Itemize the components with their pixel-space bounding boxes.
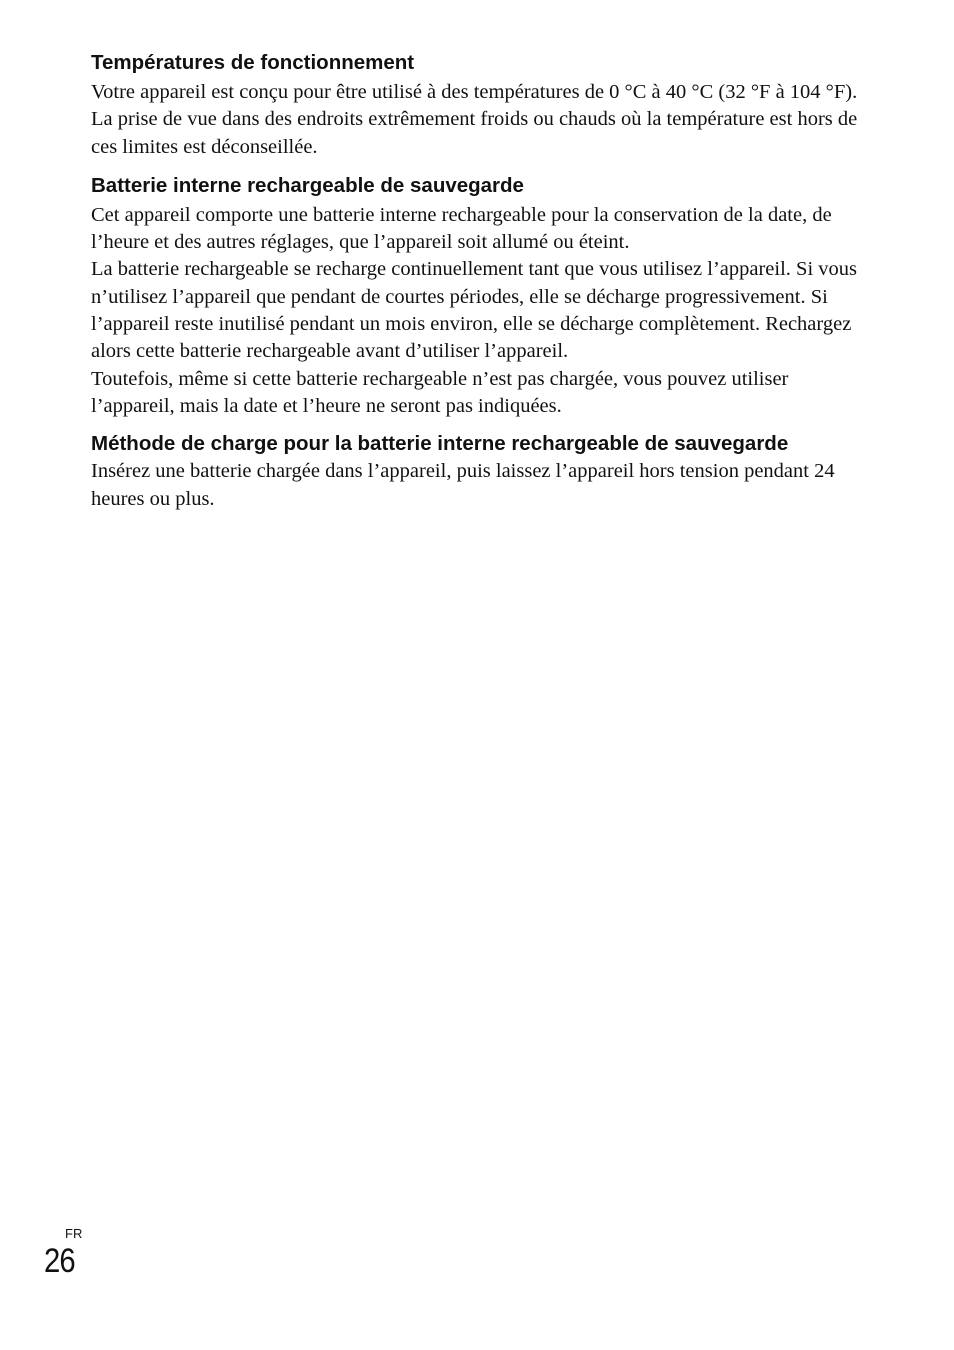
paragraph: Votre appareil est conçu pour être utilisé à des températures de 0 °C à 40 °C (32 °F à 104 °F). La prise de vue dans des endroits extrêmement froids ou chauds où la température est hors de ces limites est déconseillée. bbox=[91, 81, 858, 158]
section-operating-temperatures bbox=[91, 49, 861, 161]
page-number: 26 bbox=[44, 1242, 75, 1280]
paragraph: Toutefois, même si cette batterie rechargeable n’est pas chargée, vous pouvez utiliser l’appareil, mais la date et l’heure ne seront pas indiquées. bbox=[91, 367, 789, 417]
section-heading: Températures de fonctionnement bbox=[91, 51, 415, 74]
paragraph: La batterie rechargeable se recharge continuellement tant que vous utilisez l’appareil. Si vous n’utilisez l’appareil que pendant de courtes périodes, elle se décharge progressivement. Si l’appareil reste inutilisé pendant un mois environ, elle se décharge complètement. Rechargez alors cette batterie rechargeable avant d’utiliser l’appareil. bbox=[91, 258, 857, 363]
paragraph: Insérez une batterie chargée dans l’appareil, puis laissez l’appareil hors tension pendant 24 heures ou plus. bbox=[91, 460, 835, 510]
language-code: FR bbox=[65, 1226, 83, 1241]
section-internal-battery bbox=[91, 172, 861, 420]
section-heading: Batterie interne rechargeable de sauvegarde bbox=[91, 173, 524, 197]
section-charging-method bbox=[91, 430, 861, 513]
section-heading: Méthode de charge pour la batterie interne rechargeable de sauvegarde bbox=[91, 432, 789, 456]
paragraph: Cet appareil comporte une batterie interne rechargeable pour la conservation de la date, de l’heure et des autres réglages, que l’appareil soit allumé ou éteint. bbox=[91, 203, 832, 254]
page-content bbox=[91, 49, 861, 513]
